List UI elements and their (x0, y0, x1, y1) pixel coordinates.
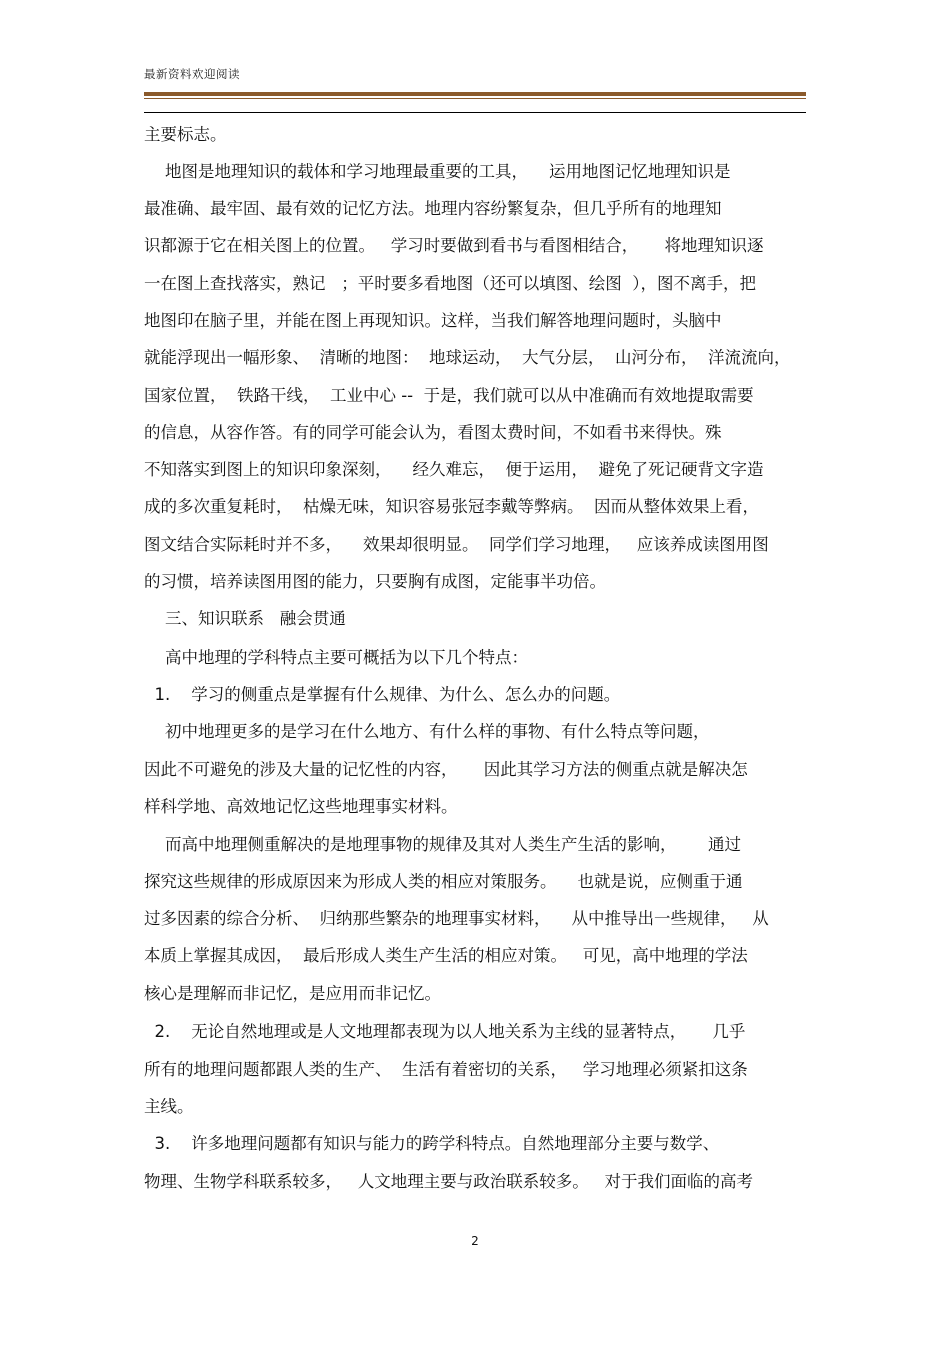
page-header: 最新资料欢迎阅读 (144, 67, 240, 81)
section-heading: 三、知识联系 融会贯通 (144, 609, 346, 628)
text-line: 因此不可避免的涉及大量的记忆性的内容， 因此其学习方法的侧重点就是解决怎 (144, 760, 748, 779)
text-line: 主线。 (144, 1097, 194, 1116)
page-number: 2 (471, 1234, 479, 1248)
text-line: 主要标志。 (144, 125, 227, 144)
text-line: 就能浮现出一幅形象、 清晰的地图： 地球运动， 大气分层， 山河分布， 洋流流向， (144, 348, 791, 367)
text-line: 成的多次重复耗时， 枯燥无味，知识容易张冠李戴等弊病。 因而从整体效果上看， (144, 497, 759, 516)
cut-off-line (144, 1224, 806, 1230)
list-item: 2. 无论自然地理或是人文地理都表现为以人地关系为主线的显著特点， 几乎 (144, 1022, 746, 1041)
header-rule-thick (144, 92, 806, 96)
text-line: 探究这些规律的形成原因来为形成人类的相应对策服务。 也就是说，应侧重于通 (144, 872, 743, 891)
text-line: 不知落实到图上的知识印象深刻， 经久难忘， 便于运用， 避免了死记硬背文字造 (144, 460, 764, 479)
text-line: 本质上掌握其成因， 最后形成人类生产生活的相应对策。 可见，高中地理的学法 (144, 946, 748, 965)
text-line: 高中地理的学科特点主要可概括为以下几个特点： (144, 648, 528, 667)
text-line: 初中地理更多的是学习在什么地方、有什么样的事物、有什么特点等问题， (144, 722, 710, 741)
text-line: 所有的地理问题都跟人类的生产、 生活有着密切的关系， 学习地理必须紧扣这条 (144, 1060, 748, 1079)
text-line: 物理、生物学科联系较多， 人文地理主要与政治联系较多。 对于我们面临的高考 (144, 1172, 753, 1191)
text-line: 一在图上查找落实，熟记 ；平时要多看地图（还可以填图、绘图 ），图不离手，把 (144, 274, 756, 293)
text-line: 核心是理解而非记忆，是应用而非记忆。 (144, 984, 441, 1003)
text-line: 地图是地理知识的载体和学习地理最重要的工具， 运用地图记忆地理知识是 (144, 162, 731, 181)
text-line: 而高中地理侧重解决的是地理事物的规律及其对人类生产生活的影响， 通过 (144, 835, 741, 854)
list-item: 1. 学习的侧重点是掌握有什么规律、为什么、怎么办的问题。 (144, 685, 621, 704)
text-line: 识都源于它在相关图上的位置。 学习时要做到看书与看图相结合， 将地理知识逐 (144, 236, 764, 255)
text-line: 的信息，从容作答。有的同学可能会认为，看图太费时间，不如看书来得快。殊 (144, 423, 722, 442)
text-line: 地图印在脑子里，并能在图上再现知识。这样，当我们解答地理问题时，头脑中 (144, 311, 722, 330)
text-line: 过多因素的综合分析、 归纳那些繁杂的地理事实材料， 从中推导出一些规律， 从 (144, 909, 769, 928)
text-line: 样科学地、高效地记忆这些地理事实材料。 (144, 797, 458, 816)
header-rule-thin (144, 98, 806, 99)
text-line: 图文结合实际耗时并不多， 效果却很明显。 同学们学习地理， 应该养成读图用图 (144, 535, 769, 554)
text-line: 的习惯，培养读图用图的能力，只要胸有成图，定能事半功倍。 (144, 572, 606, 591)
list-item: 3. 许多地理问题都有知识与能力的跨学科特点。自然地理部分主要与数学、 (144, 1134, 720, 1153)
text-line: 最准确、最牢固、最有效的记忆方法。地理内容纷繁复杂，但几乎所有的地理知 (144, 199, 722, 218)
text-line: 国家位置， 铁路干线， 工业中心 -- 于是，我们就可以从中准确而有效地提取需要 (144, 386, 754, 405)
header-rule-black (144, 112, 806, 113)
